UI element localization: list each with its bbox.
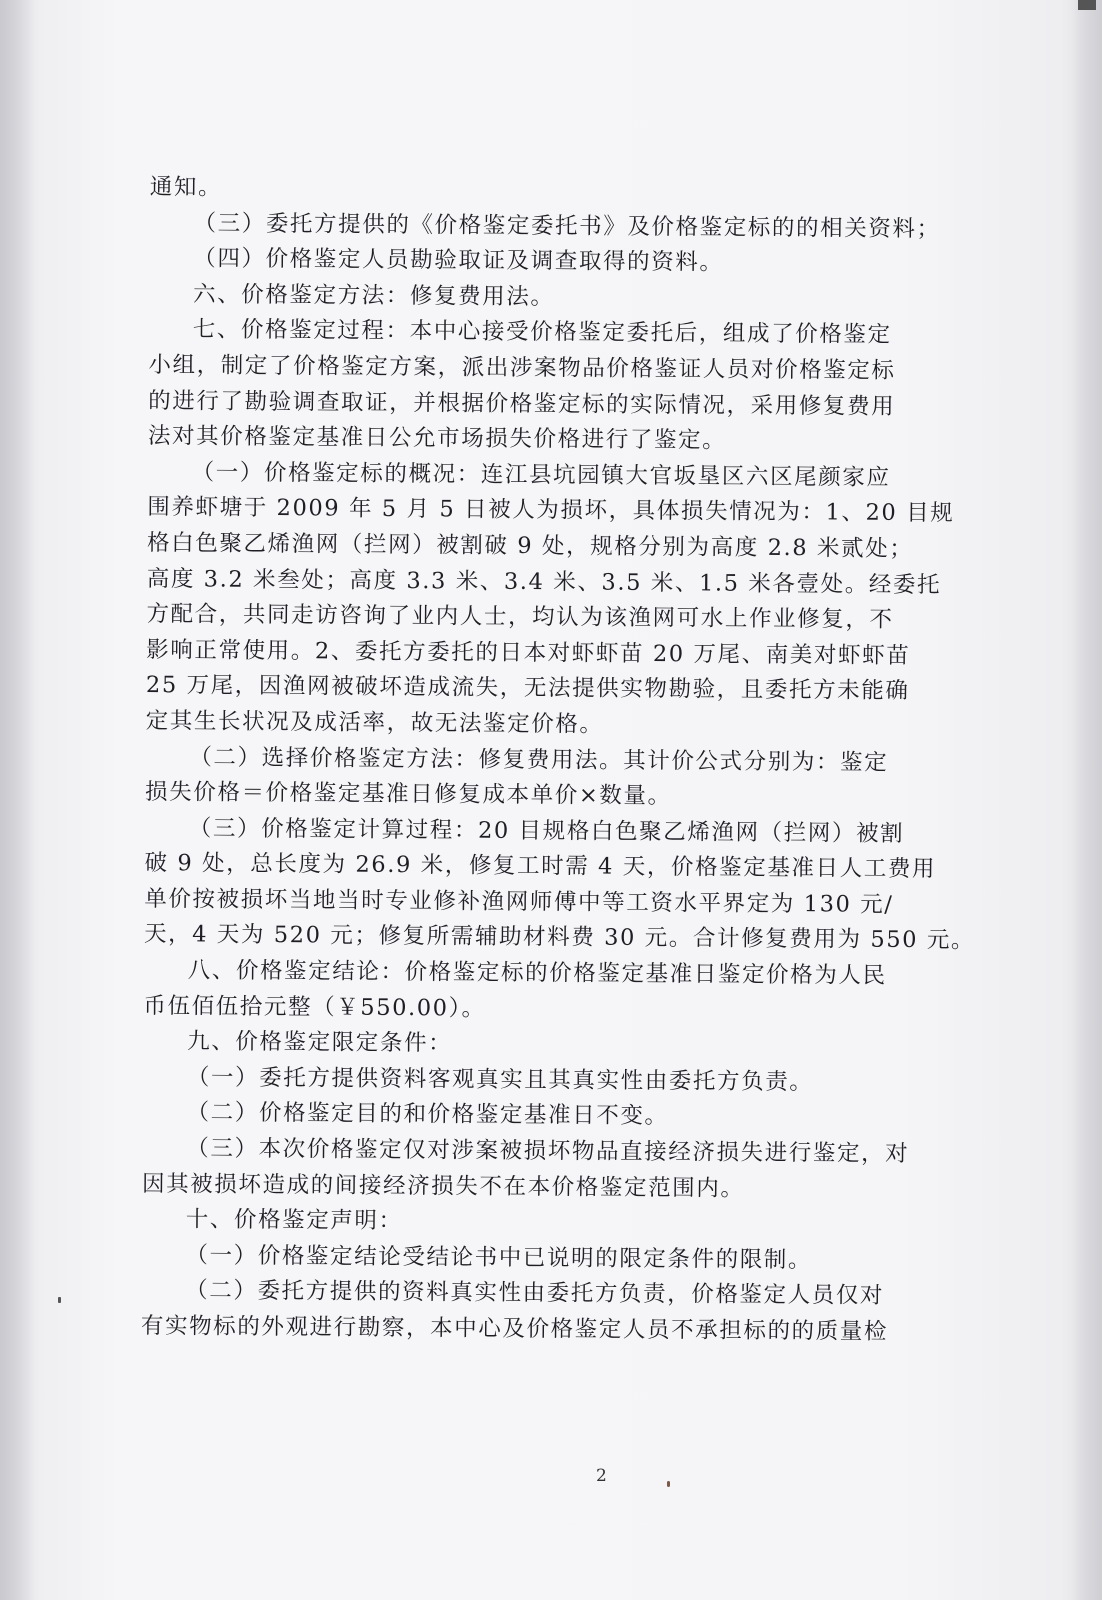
text-line: （二）委托方提供的资料真实性由委托方负责，价格鉴定人员仅对 xyxy=(185,1277,885,1310)
page-number: 2 xyxy=(596,1466,607,1486)
text-line: （三）价格鉴定计算过程：20 目规格白色聚乙烯渔网（拦网）被割 xyxy=(188,815,905,847)
text-line: 八、价格鉴定结论：价格鉴定标的价格鉴定基准日鉴定价格为人民 xyxy=(187,957,887,989)
text-line: （一）价格鉴定标的概况：连江县坑园镇大官坂垦区六区尾颜家应 xyxy=(191,459,891,491)
text-line: 破 9 处，总长度为 26.9 米，修复工时需 4 天，价格鉴定基准日人工费用 xyxy=(144,850,937,883)
left-scan-shadow xyxy=(0,0,34,1600)
text-line: 损失价格＝价格鉴定基准日修复成本单价×数量。 xyxy=(145,779,672,810)
text-line: （一）价格鉴定结论受结论书中已说明的限定条件的限制。 xyxy=(185,1242,813,1274)
text-line: 小组，制定了价格鉴定方案，派出涉案物品价格鉴证人员对价格鉴定标 xyxy=(148,351,896,384)
corner-scan-mark xyxy=(1078,0,1096,10)
text-line: 的进行了勘验调查取证，并根据价格鉴定标的实际情况，采用修复费用 xyxy=(148,387,896,420)
text-line: （四）价格鉴定人员勘验取证及调查取得的资料。 xyxy=(193,245,724,276)
text-line: 方配合，共同走访咨询了业内人士，均认为该渔网可水上作业修复，不 xyxy=(146,601,894,633)
paper-spot xyxy=(667,1481,670,1487)
text-line: 九、价格鉴定限定条件： xyxy=(187,1028,453,1057)
margin-mark xyxy=(58,1297,61,1303)
text-line: 25 万尾，因渔网被破坏造成流失，无法提供实物勘验，且委托方未能确 xyxy=(145,672,910,705)
text-line: 币伍佰伍拾元整（￥550.00）。 xyxy=(143,992,486,1022)
text-line: （一）委托方提供资料客观真实且其真实性由委托方负责。 xyxy=(186,1064,814,1096)
text-line: 有实物标的外观进行勘察，本中心及价格鉴定人员不承担标的的质量检 xyxy=(140,1312,889,1345)
text-line: 影响正常使用。2、委托方委托的日本对虾虾苗 20 万尾、南美对虾虾苗 xyxy=(146,636,911,669)
text-line: 高度 3.2 米叁处；高度 3.3 米、3.4 米、3.5 米、1.5 米各壹处。经委托 xyxy=(146,565,942,598)
text-line: （二）选择价格鉴定方法：修复费用法。其计价公式分别为：鉴定 xyxy=(189,743,889,776)
text-line: 围养虾塘于 2009 年 5 月 5 日被人为损坏，具体损失情况为：1、20 目规 xyxy=(147,494,955,527)
text-line: （二）价格鉴定目的和价格鉴定基准日不变。 xyxy=(186,1099,669,1130)
text-line: 七、价格鉴定过程：本中心接受价格鉴定委托后，组成了价格鉴定 xyxy=(192,316,892,349)
text-line: 六、价格鉴定方法：修复费用法。 xyxy=(192,281,555,310)
right-scan-shadow xyxy=(1072,0,1102,1600)
text-line: 十、价格鉴定声明： xyxy=(185,1206,403,1235)
text-line: （三）委托方提供的《价格鉴定委托书》及价格鉴定标的的相关资料； xyxy=(193,209,941,242)
text-line: 因其被损坏造成的间接经济损失不在本价格鉴定范围内。 xyxy=(141,1170,745,1202)
text-line: 单价按被损坏当地当时专业修补渔网师傅中等工资水平界定为 130 元/ xyxy=(144,885,894,918)
document-body xyxy=(141,170,980,1351)
text-line: 通知。 xyxy=(149,173,223,201)
text-line: （三）本次价格鉴定仅对涉案被损坏物品直接经济损失进行鉴定，对 xyxy=(186,1135,910,1168)
text-line: 定其生长状况及成活率，故无法鉴定价格。 xyxy=(145,707,604,738)
text-line: 法对其价格鉴定基准日公允市场损失价格进行了鉴定。 xyxy=(147,423,727,454)
text-line: 天，4 天为 520 元；修复所需辅助材料费 30 元。合计修复费用为 550 元。 xyxy=(143,921,976,954)
text-line: 格白色聚乙烯渔网（拦网）被割破 9 处，规格分别为高度 2.8 米贰处； xyxy=(146,529,914,562)
